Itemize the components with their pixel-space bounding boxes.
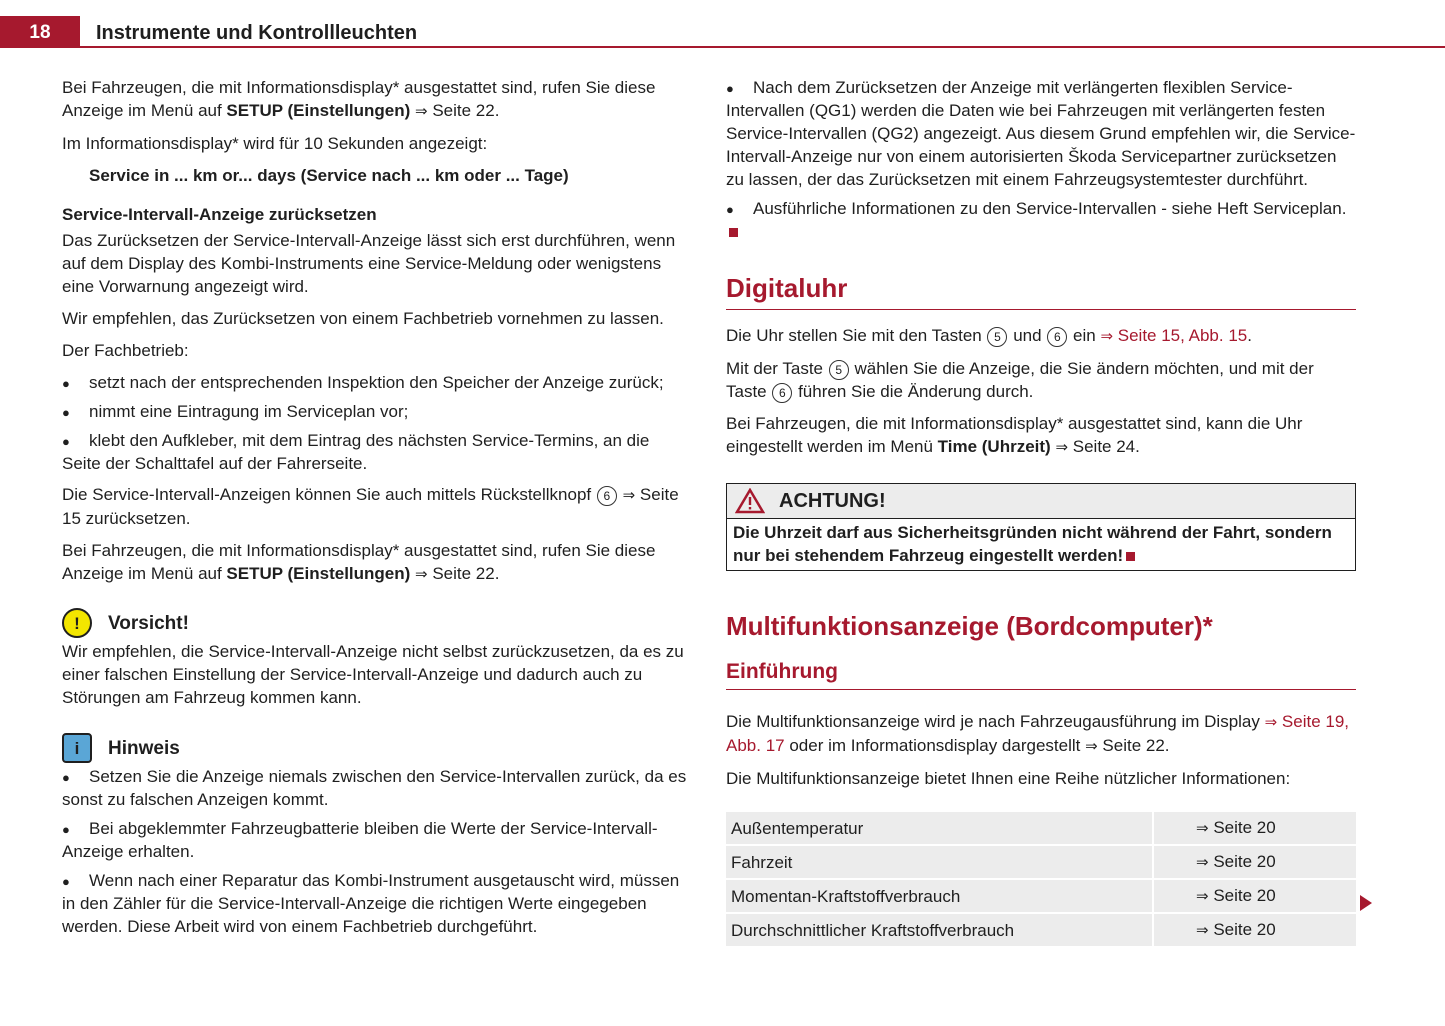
right-column [726, 76, 1356, 948]
warning-triangle-icon [735, 488, 765, 514]
display-message: Service in ... km or... days (Service nach ... km oder ... Tage) [89, 166, 569, 185]
end-mark-icon [1126, 552, 1135, 561]
hinweis-heading: i Hinweis [62, 733, 690, 763]
paragraph: Bei Fahrzeugen, die mit Informationsdisplay* ausgestattet sind, kann die Uhr eingestellt werden im Menü Time (Uhrzeit) ⇒ Seite 24. [726, 414, 1303, 456]
note-item: ● Setzen Sie die Anzeige niemals zwischen den Service-Intervallen zurück, da es sonst zu falschen Anzeigen kommt. [62, 765, 690, 811]
button-5-icon: 5 [829, 360, 849, 380]
section-title: Digitaluhr [726, 273, 1356, 310]
cross-reference-link[interactable]: Seite 19, Abb. 17 [726, 712, 1350, 755]
button-6-icon: 6 [1047, 327, 1067, 347]
table-row: Momentan-Kraftstoffverbrauch ⇒ Seite 20 [726, 880, 1356, 912]
paragraph: Der Fachbetrieb: [62, 341, 189, 360]
paragraph: Bei Fahrzeugen, die mit Informationsdisplay* ausgestattet sind, rufen Sie diese Anzeige im Menü auf SETUP (Einstellungen) ⇒ Seite 22. [62, 541, 656, 583]
button-6-icon: 6 [597, 486, 617, 506]
list-item: ● nimmt eine Eintragung im Serviceplan vor; [62, 400, 690, 423]
paragraph: Das Zurücksetzen der Service-Intervall-Anzeige lässt sich erst durchführen, wenn auf dem Display des Kombi-Instruments eine Service-Meldung oder wenigstens eine Vorwarnung angezeigt wird. [62, 231, 676, 296]
info-table [726, 810, 1356, 948]
paragraph: Die Uhr stellen Sie mit den Tasten 5 und 6 ein ⇒ Seite 15, Abb. 15. [726, 326, 1252, 345]
list-item: ● klebt den Aufkleber, mit dem Eintrag des nächsten Service-Termins, an die Seite der Schalttafel auf der Fahrerseite. [62, 429, 690, 475]
paragraph: Die Service-Intervall-Anzeigen können Sie auch mittels Rückstellknopf 6 ⇒ Seite 15 zurücksetzen. [62, 485, 679, 528]
section-title: Multifunktionsanzeige (Bordcomputer)* [726, 611, 1213, 641]
list-item: ● setzt nach der entsprechenden Inspektion den Speicher der Anzeige zurück; [62, 371, 690, 394]
table-row: Durchschnittlicher Kraftstoffverbrauch ⇒ Seite 20 [726, 914, 1356, 946]
end-mark-icon [729, 228, 738, 237]
paragraph: Die Multifunktionsanzeige wird je nach Fahrzeugausführung im Display ⇒ Seite 19, Abb. 17 oder im Informationsdisplay dargestellt ⇒ Seite 22. [726, 712, 1350, 755]
left-column [62, 76, 690, 944]
table-row: Fahrzeit ⇒ Seite 20 [726, 846, 1356, 878]
warning-header: ACHTUNG! [727, 484, 1355, 519]
button-5-icon: 5 [987, 327, 1007, 347]
table-row: Außentemperatur ⇒ Seite 20 [726, 812, 1356, 844]
vorsicht-heading: ! Vorsicht! [62, 608, 690, 638]
button-6-icon: 6 [772, 383, 792, 403]
paragraph: Bei Fahrzeugen, die mit Informationsdisplay* ausgestattet sind, rufen Sie diese Anzeige im Menü auf SETUP (Einstellungen) ⇒ Seite 22. [62, 78, 656, 120]
header-divider [0, 46, 1445, 48]
paragraph: Wir empfehlen, das Zurücksetzen von einem Fachbetrieb vornehmen zu lassen. [62, 309, 664, 328]
paragraph: Im Informationsdisplay* wird für 10 Sekunden angezeigt: [62, 134, 488, 153]
next-page-arrow-icon[interactable] [1360, 895, 1372, 911]
subheading: Service-Intervall-Anzeige zurücksetzen [62, 205, 377, 224]
note-item: ● Wenn nach einer Reparatur das Kombi-Instrument ausgetauscht wird, müssen in den Zähler für die Service-Intervall-Anzeige die richtigen Werte eingegeben werden. Diese Arbeit wird von einem Fachbetrieb durchgeführt. [62, 869, 690, 938]
caution-icon: ! [62, 608, 92, 638]
caution-text: Wir empfehlen, die Service-Intervall-Anzeige nicht selbst zurückzusetzen, da es zu einer falschen Einstellung der Service-Intervall-Anzeige und dadurch auch zu Störungen am Fahrzeug kommen kann. [62, 642, 684, 707]
subsection-title: Einführung [726, 659, 1356, 690]
paragraph: Mit der Taste 5 wählen Sie die Anzeige, die Sie ändern möchten, und mit der Taste 6 führen Sie die Änderung durch. [726, 359, 1314, 401]
page-number: 18 [0, 16, 80, 48]
list-item: ● Ausführliche Informationen zu den Service-Intervallen - siehe Heft Serviceplan. [726, 197, 1356, 243]
chapter-title: Instrumente und Kontrollleuchten [96, 22, 418, 44]
warning-text: Die Uhrzeit darf aus Sicherheitsgründen nicht während der Fahrt, sondern nur bei stehendem Fahrzeug eingestellt werden! [733, 523, 1332, 565]
paragraph: Die Multifunktionsanzeige bietet Ihnen eine Reihe nützlicher Informationen: [726, 769, 1291, 788]
list-item: ● Nach dem Zurücksetzen der Anzeige mit verlängerten flexiblen Service-Intervallen (QG1) werden die Daten wie bei Fahrzeugen mit verlängerten festen Service-Intervallen (QG2) angezeigt. Aus diesem Grund empfehlen wir, die Service-Intervall-Anzeige nur von einem autorisierten Škoda Servicepartner zurücksetzen zu lassen, der das Zurücksetzen mit einem Fahrzeugsystemtester durchführt. [726, 76, 1356, 191]
cross-reference-link[interactable]: Seite 15, Abb. 15 [1117, 326, 1248, 345]
note-item: ● Bei abgeklemmter Fahrzeugbatterie bleiben die Werte der Service-Intervall-Anzeige erhalten. [62, 817, 690, 863]
info-icon: i [62, 733, 92, 763]
warning-box [726, 483, 1356, 571]
